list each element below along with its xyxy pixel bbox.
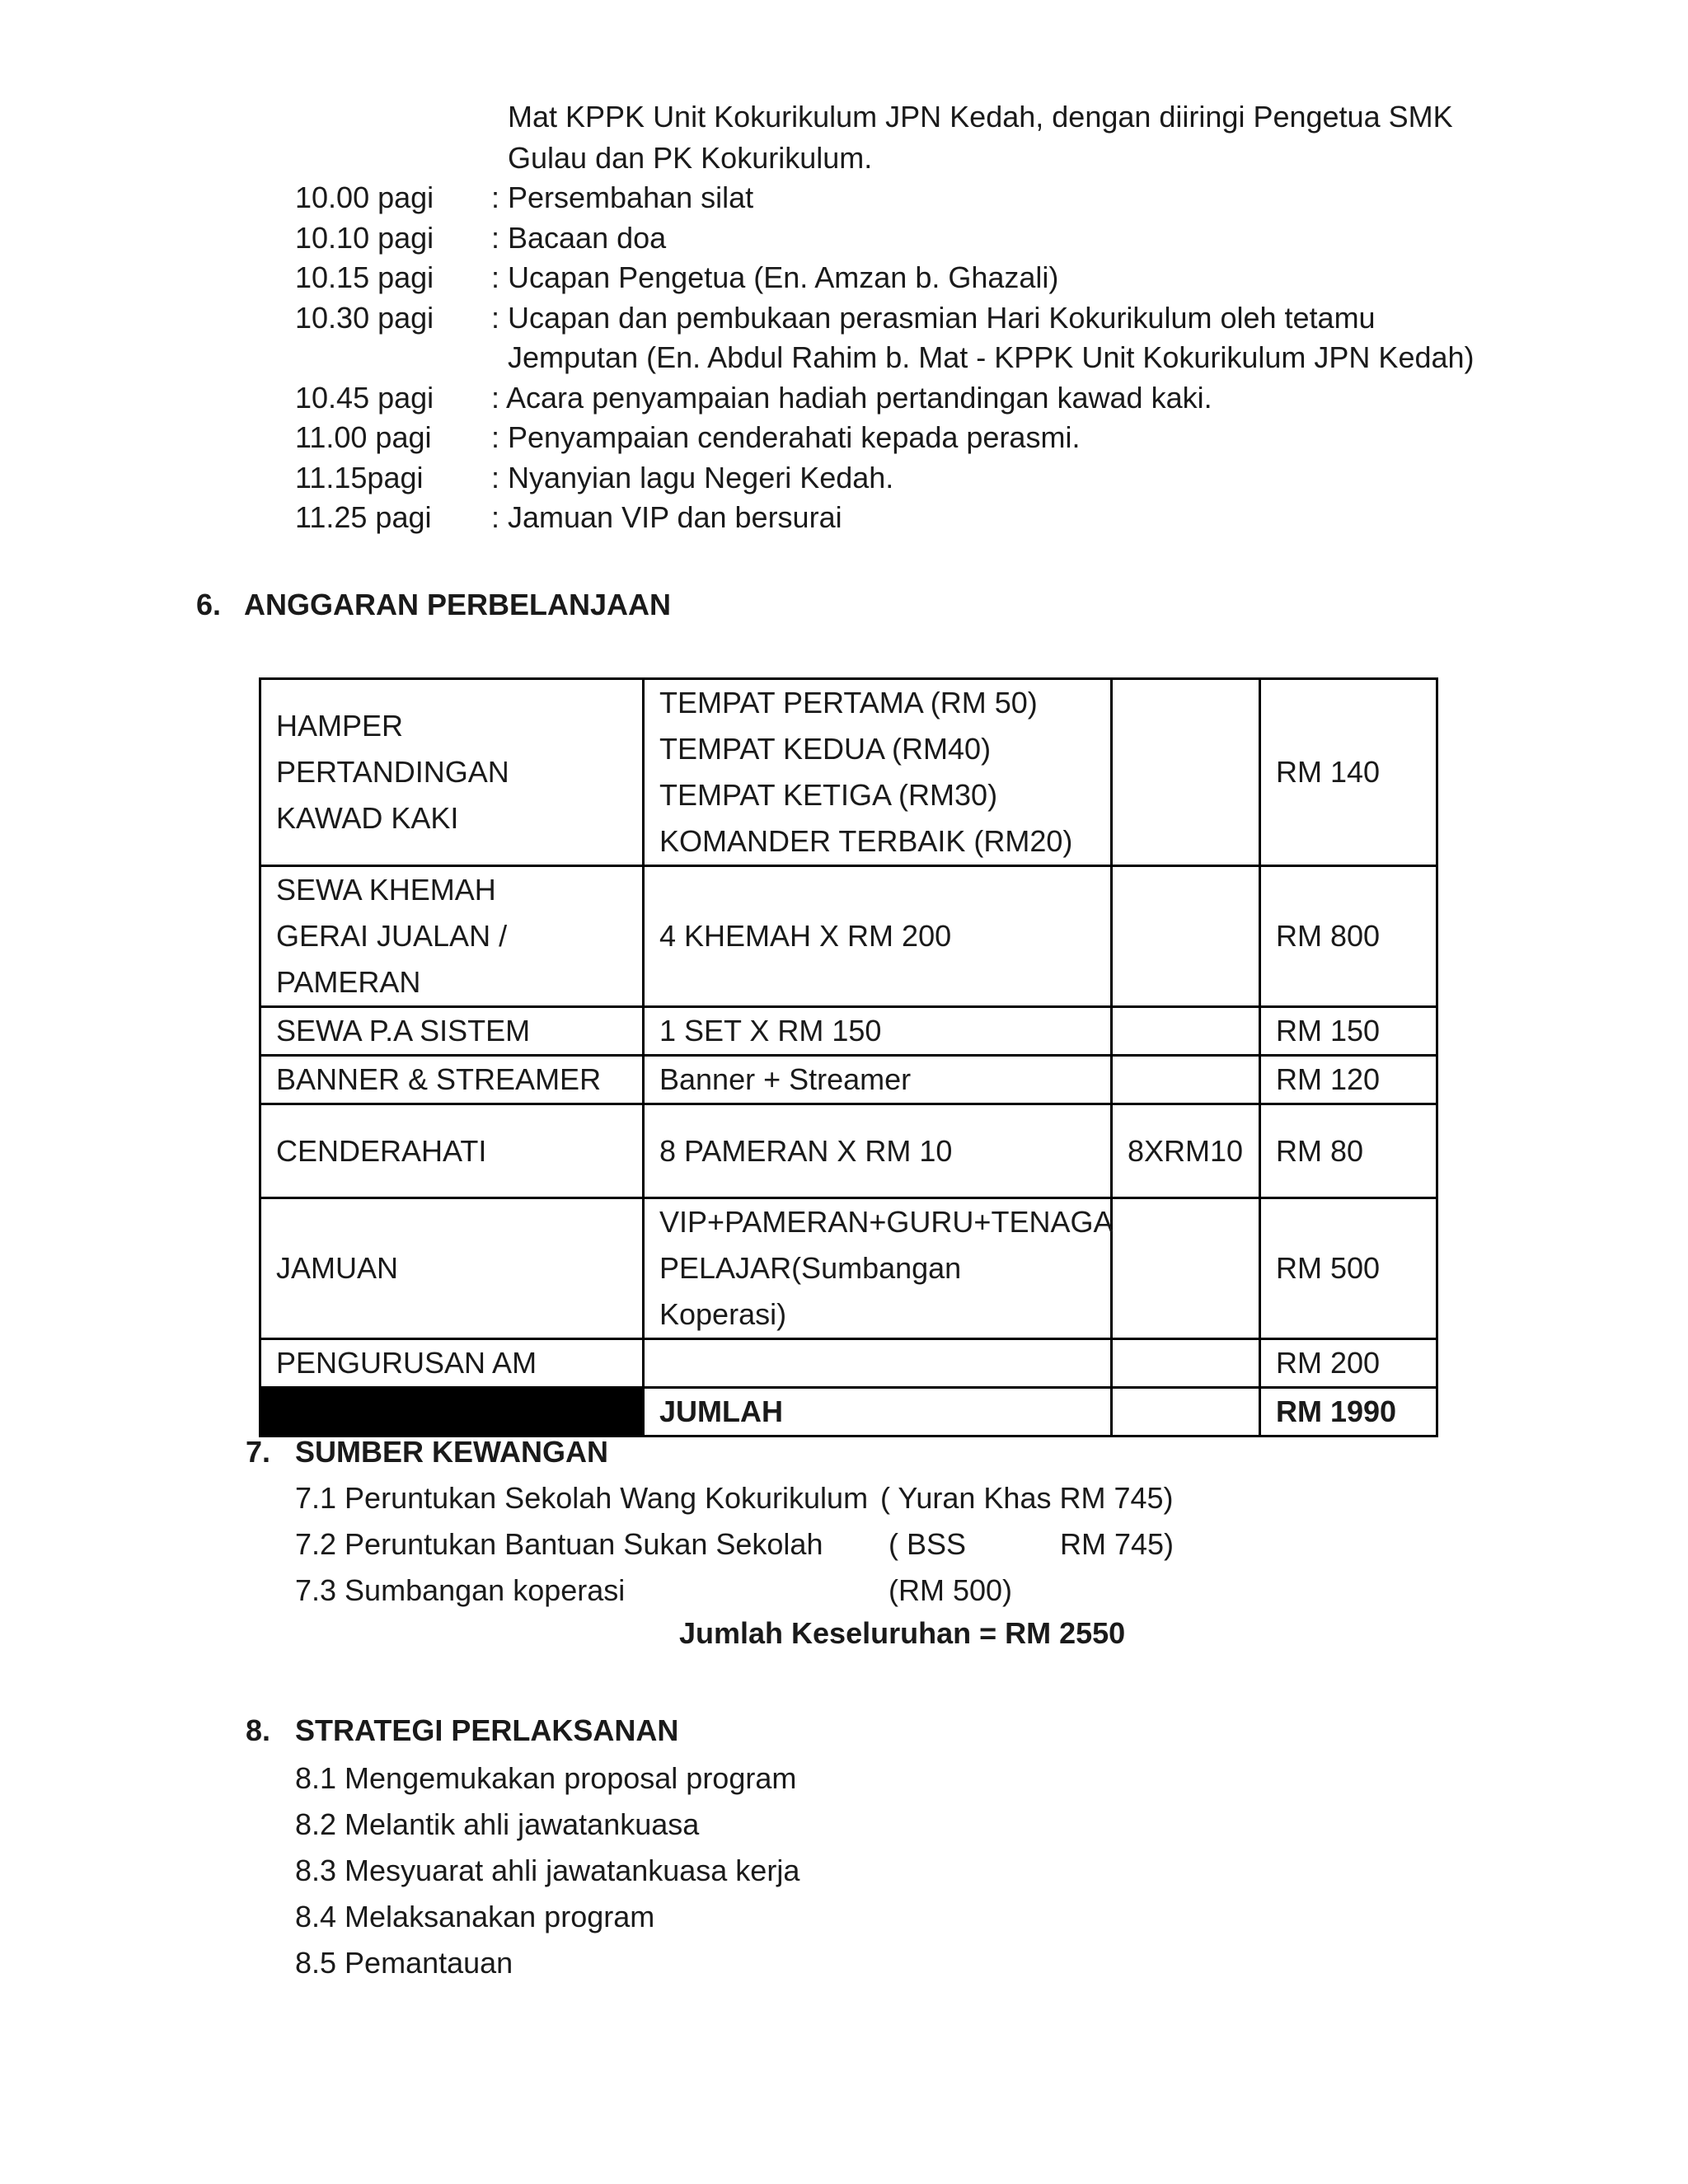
intro-line: Gulau dan PK Kokurikulum.	[508, 141, 873, 175]
budget-detail-cell	[644, 1056, 1112, 1104]
budget-amount-cell: RM 120	[1260, 1056, 1437, 1104]
table-row	[260, 1007, 1437, 1056]
budget-detail-line: KOMANDER TERBAIK (RM20)	[659, 824, 1073, 858]
table-row	[260, 679, 1437, 866]
budget-amount-cell: RM 800	[1260, 866, 1437, 1007]
strategy-item: 8.4 Melaksanakan program	[295, 1900, 655, 1933]
section-7-title: SUMBER KEWANGAN	[295, 1435, 609, 1469]
section-8-number: 8.	[246, 1713, 271, 1747]
budget-total-label: JUMLAH	[644, 1388, 1112, 1436]
funding-item-source: (RM 500)	[889, 1573, 1013, 1607]
section-8-title: STRATEGI PERLAKSANAN	[295, 1713, 679, 1747]
budget-item-line: CENDERAHATI	[276, 1133, 487, 1168]
schedule-desc: : Jamuan VIP dan bersurai	[491, 500, 842, 534]
budget-item-cell	[260, 1198, 644, 1339]
budget-detail-line: 1 SET X RM 150	[659, 1014, 882, 1047]
budget-amount-cell: RM 80	[1260, 1104, 1437, 1198]
schedule-time: 10.10 pagi	[295, 221, 434, 255]
funding-total: Jumlah Keseluruhan = RM 2550	[679, 1616, 1126, 1650]
budget-item-line: SEWA P.A SISTEM	[276, 1014, 531, 1047]
table-row-total	[260, 1388, 1437, 1436]
strategy-item: 8.5 Pemantauan	[295, 1946, 513, 1980]
funding-item-amount: RM 745)	[1060, 1527, 1175, 1561]
budget-amount-cell: RM 200	[1260, 1339, 1437, 1388]
funding-item-label: 7.3 Sumbangan koperasi	[295, 1573, 626, 1607]
budget-item-cell	[260, 1056, 644, 1104]
budget-detail-line: Banner + Streamer	[659, 1062, 912, 1096]
budget-detail-cell	[644, 866, 1112, 1007]
table-row	[260, 1104, 1437, 1198]
budget-calc-cell	[1112, 679, 1260, 866]
budget-amount-cell: RM 500	[1260, 1198, 1437, 1339]
strategy-item: 8.2 Melantik ahli jawatankuasa	[295, 1807, 700, 1841]
budget-total-amount: RM 1990	[1260, 1388, 1437, 1436]
budget-table	[259, 677, 1438, 1437]
budget-detail-line: 8 PAMERAN X RM 10	[659, 1133, 953, 1168]
budget-detail-line: TEMPAT KETIGA (RM30)	[659, 778, 998, 812]
budget-detail-cell	[644, 1198, 1112, 1339]
schedule-desc: : Ucapan dan pembukaan perasmian Hari Kokurikulum oleh tetamu	[491, 301, 1376, 335]
budget-detail-line: TEMPAT KEDUA (RM40)	[659, 732, 992, 766]
budget-item-line: BANNER & STREAMER	[276, 1062, 602, 1096]
strategy-item: 8.1 Mengemukakan proposal program	[295, 1761, 797, 1795]
schedule-time: 10.45 pagi	[295, 381, 434, 415]
budget-amount-cell: RM 140	[1260, 679, 1437, 866]
budget-calc-cell: 8XRM10	[1112, 1104, 1260, 1198]
schedule-desc: : Persembahan silat	[491, 180, 754, 214]
schedule-time: 10.15 pagi	[295, 260, 434, 294]
budget-detail-line: TEMPAT PERTAMA (RM 50)	[659, 686, 1038, 719]
budget-detail-line: PELAJAR(Sumbangan Koperasi)	[659, 1251, 962, 1331]
budget-item-line: PAMERAN	[276, 965, 421, 999]
budget-item-line: KAWAD KAKI	[276, 801, 459, 835]
budget-item-line: PENGURUSAN AM	[276, 1346, 537, 1380]
schedule-desc-cont: Jemputan (En. Abdul Rahim b. Mat - KPPK Unit Kokurikulum JPN Kedah)	[508, 340, 1475, 374]
blacked-out-cell	[260, 1388, 644, 1436]
budget-item-line: JAMUAN	[276, 1251, 399, 1285]
schedule-time: 11.15pagi	[295, 461, 424, 494]
budget-calc-cell	[1112, 1198, 1260, 1339]
schedule-desc: : Nyanyian lagu Negeri Kedah.	[491, 461, 894, 494]
intro-line: Mat KPPK Unit Kokurikulum JPN Kedah, dengan diiringi Pengetua SMK	[508, 100, 1453, 134]
budget-item-line: HAMPER PERTANDINGAN	[276, 709, 509, 789]
table-row	[260, 866, 1437, 1007]
schedule-time: 11.25 pagi	[295, 500, 432, 534]
budget-item-line: SEWA KHEMAH	[276, 873, 496, 907]
budget-calc-cell	[1112, 1007, 1260, 1056]
budget-calc-cell	[1112, 1056, 1260, 1104]
budget-calc-cell	[1112, 1339, 1260, 1388]
budget-item-cell	[260, 1007, 644, 1056]
budget-item-cell	[260, 866, 644, 1007]
strategy-item: 8.3 Mesyuarat ahli jawatankuasa kerja	[295, 1854, 800, 1887]
funding-item-source: ( Yuran Khas RM 745)	[880, 1481, 1174, 1515]
table-row	[260, 1198, 1437, 1339]
schedule-time: 11.00 pagi	[295, 420, 432, 454]
section-6-title: ANGGARAN PERBELANJAAN	[244, 588, 672, 621]
schedule-time: 10.30 pagi	[295, 301, 434, 335]
budget-detail-line: VIP+PAMERAN+GURU+TENAGA	[659, 1205, 1114, 1239]
budget-detail-cell	[644, 1007, 1112, 1056]
budget-item-cell	[260, 1104, 644, 1198]
funding-item-label: 7.1 Peruntukan Sekolah Wang Kokurikulum	[295, 1481, 869, 1515]
schedule-time: 10.00 pagi	[295, 180, 434, 214]
budget-item-line: GERAI JUALAN /	[276, 919, 508, 953]
budget-detail-cell	[644, 1339, 1112, 1388]
funding-item-source: ( BSS	[889, 1527, 967, 1561]
schedule-desc: : Bacaan doa	[491, 221, 667, 255]
table-row	[260, 1056, 1437, 1104]
budget-detail-cell	[644, 1104, 1112, 1198]
schedule-desc: : Penyampaian cenderahati kepada perasmi.	[491, 420, 1081, 454]
schedule-desc: : Acara penyampaian hadiah pertandingan kawad kaki.	[491, 381, 1212, 415]
budget-item-cell	[260, 1339, 644, 1388]
budget-calc-cell	[1112, 866, 1260, 1007]
budget-amount-cell: RM 150	[1260, 1007, 1437, 1056]
section-7-number: 7.	[246, 1435, 271, 1469]
schedule-desc: : Ucapan Pengetua (En. Amzan b. Ghazali)	[491, 260, 1059, 294]
budget-calc-cell	[1112, 1388, 1260, 1436]
budget-detail-line: 4 KHEMAH X RM 200	[659, 919, 952, 953]
budget-item-cell	[260, 679, 644, 866]
table-row	[260, 1339, 1437, 1388]
section-6-number: 6.	[196, 588, 222, 621]
funding-item-label: 7.2 Peruntukan Bantuan Sukan Sekolah	[295, 1527, 823, 1561]
budget-detail-cell	[644, 679, 1112, 866]
